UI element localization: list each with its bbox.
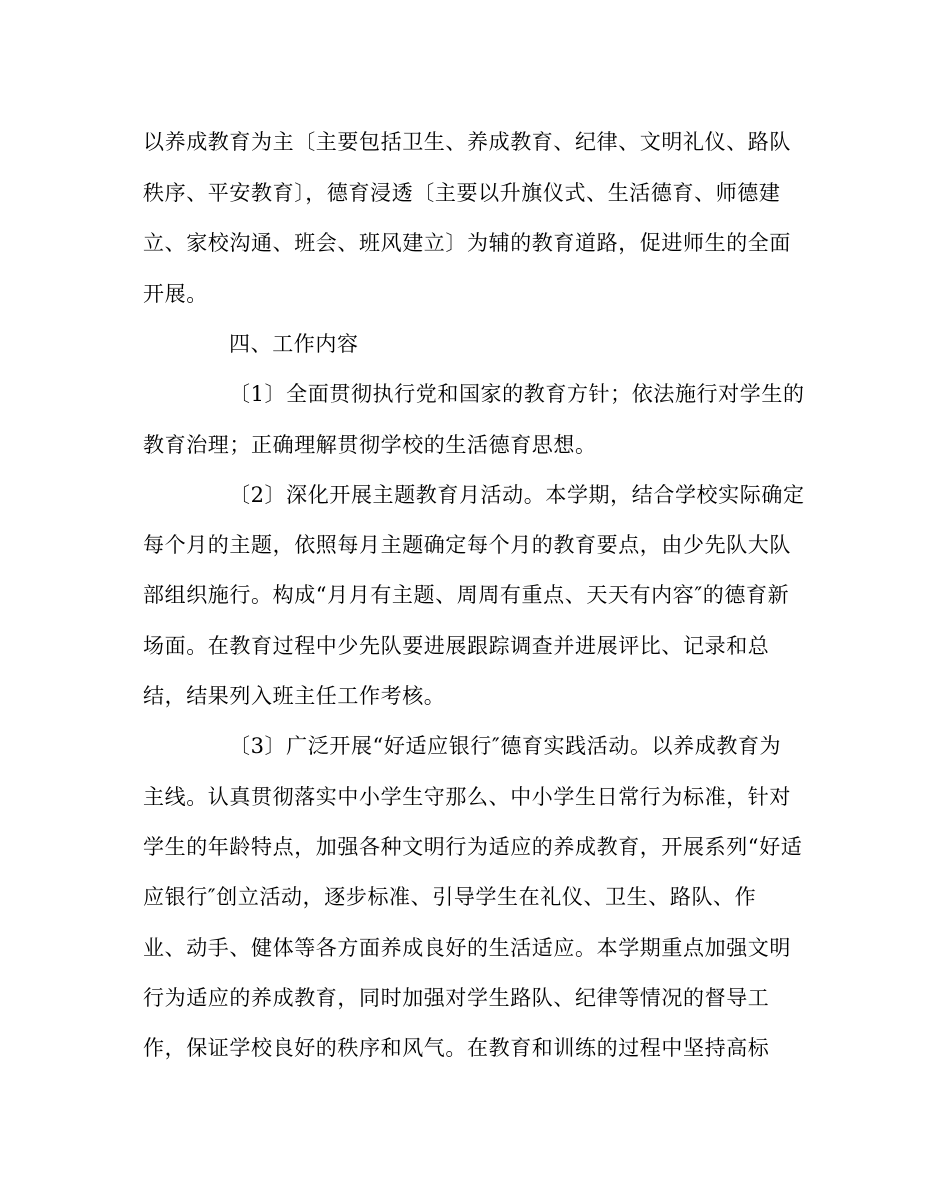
text-line: 主线。认真贯彻落实中小学生守那么、中小学生日常行为标准，针对 [143,785,791,809]
text-line: 行为适应的养成教育，同时加强对学生路队、纪律等情况的督导工 [143,986,770,1010]
text-line: 应银行″创立活动，逐步标准、引导学生在礼仪、卫生、路队、作 [143,885,757,909]
text-line: 以养成教育为主〔主要包括卫生、养成教育、纪律、文明礼仪、路队 [143,130,791,154]
text-line: 〔1〕全面贯彻执行党和国家的教育方针；依法施行对学生的 [229,382,805,406]
text-line: 学生的年龄特点，加强各种文明行为适应的养成教育，开展系列“好适 [143,835,803,859]
text-line: 部组织施行。构成“月月有主题、周周有重点、天天有内容″的德育新 [143,583,790,607]
text-line: 开展。 [143,282,208,306]
text-line: 〔2〕深化开展主题教育月活动。本学期，结合学校实际确定 [229,483,805,507]
text-line: 每个月的主题，依照每月主题确定每个月的教育要点，由少先队大队 [143,533,791,557]
section-heading: 四、工作内容 [229,332,359,356]
text-line: 秩序、平安教育〕，德育浸透〔主要以升旗仪式、生活德育、师德建 [143,181,781,205]
text-line: 业、动手、健体等各方面养成良好的生活适应。本学期重点加强文明 [143,936,791,960]
text-line: 立、家校沟通、班会、班风建立〕为辅的教育道路，促进师生的全面 [143,231,791,255]
text-line: 〔3〕广泛开展“好适应银行″德育实践活动。以养成教育为 [229,734,782,758]
text-line: 作，保证学校良好的秩序和风气。在教育和训练的过程中坚持高标 [143,1036,770,1060]
text-line: 场面。在教育过程中少先队要进展跟踪调查并进展评比、记录和总 [143,634,770,658]
text-line: 结，结果列入班主任工作考核。 [143,684,446,708]
text-line: 教育治理；正确理解贯彻学校的生活德育思想。 [143,433,597,457]
